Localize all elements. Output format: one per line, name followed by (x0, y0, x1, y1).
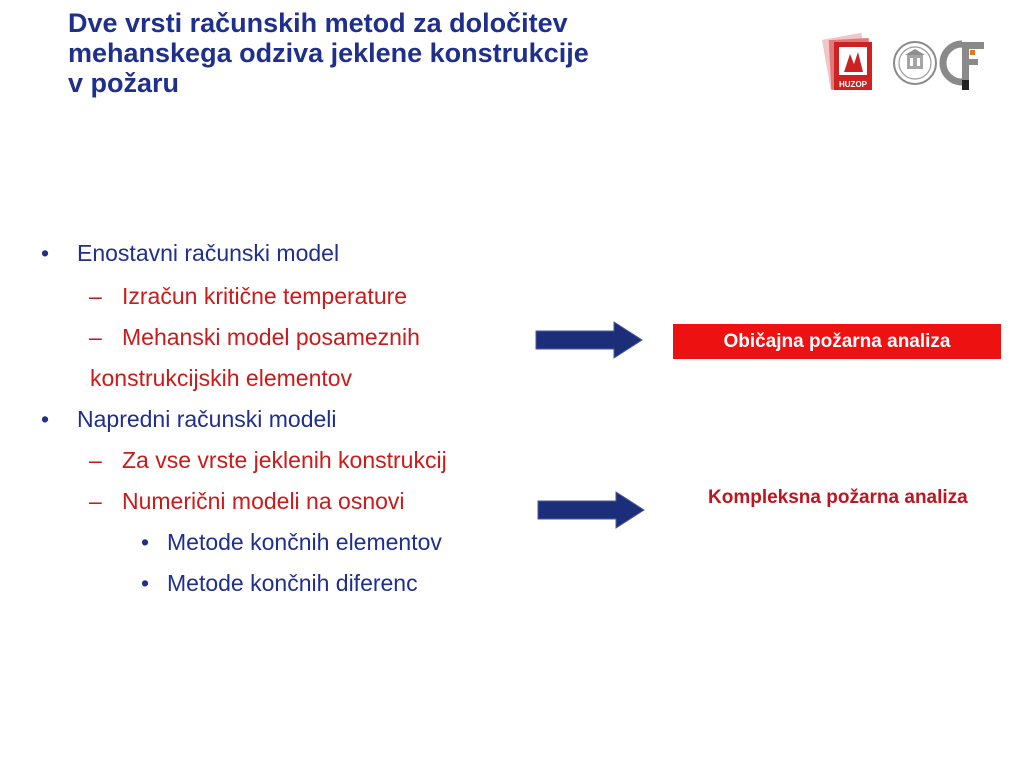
bullet-marker: • (41, 240, 50, 266)
university-seal-logo (894, 42, 936, 84)
dash-marker: – (89, 447, 102, 473)
sub-item-mechanical-model-continued: konstrukcijskih elementov (90, 365, 353, 391)
sub-sub-item-finite-elements (141, 527, 442, 557)
bullet-item-simple (41, 238, 339, 268)
bullet-marker: • (141, 570, 150, 596)
complex-analysis-label: Kompleksna požarna analiza (708, 487, 968, 508)
sub-item-text: Izračun kritične temperature (122, 283, 408, 309)
huzop-logo-text: HUZOP (839, 80, 867, 89)
bullet-text: Napredni računski modeli (77, 406, 337, 432)
gf-logo (943, 42, 984, 90)
sub-item-critical-temperature (89, 281, 407, 311)
title-line-3: v požaru (68, 68, 180, 98)
arrow-right-icon (534, 320, 646, 360)
bullet-marker: • (41, 406, 50, 432)
sub-item-numerical-models (89, 486, 405, 516)
arrow-right-icon (536, 490, 648, 530)
huzop-logo (822, 33, 872, 90)
title-line-2: mehanskega odziva jeklene konstrukcije (68, 38, 589, 68)
sub-sub-item-finite-differences (141, 568, 418, 598)
sub-item-text: Numerični modeli na osnovi (122, 488, 405, 514)
bullet-text: Enostavni računski model (77, 240, 340, 266)
logos (822, 30, 987, 105)
bullet-marker: • (141, 529, 150, 555)
sub-sub-item-text: Metode končnih elementov (167, 529, 442, 555)
sub-item-text: Za vse vrste jeklenih konstrukcij (122, 447, 447, 473)
slide-title (68, 8, 768, 98)
logos-graphic (822, 30, 987, 105)
sub-item-mechanical-model (89, 322, 420, 352)
sub-item-text: Mehanski model posameznih (122, 324, 420, 350)
bullet-item-advanced (41, 404, 337, 434)
title-line-1: Dve vrsti računskih metod za določitev (68, 8, 568, 38)
sub-sub-item-text: Metode končnih diferenc (167, 570, 418, 596)
sub-item-all-steel-structures (89, 445, 447, 475)
simple-analysis-box: Običajna požarna analiza (673, 324, 1001, 359)
dash-marker: – (89, 283, 102, 309)
dash-marker: – (89, 488, 102, 514)
dash-marker: – (89, 324, 102, 350)
